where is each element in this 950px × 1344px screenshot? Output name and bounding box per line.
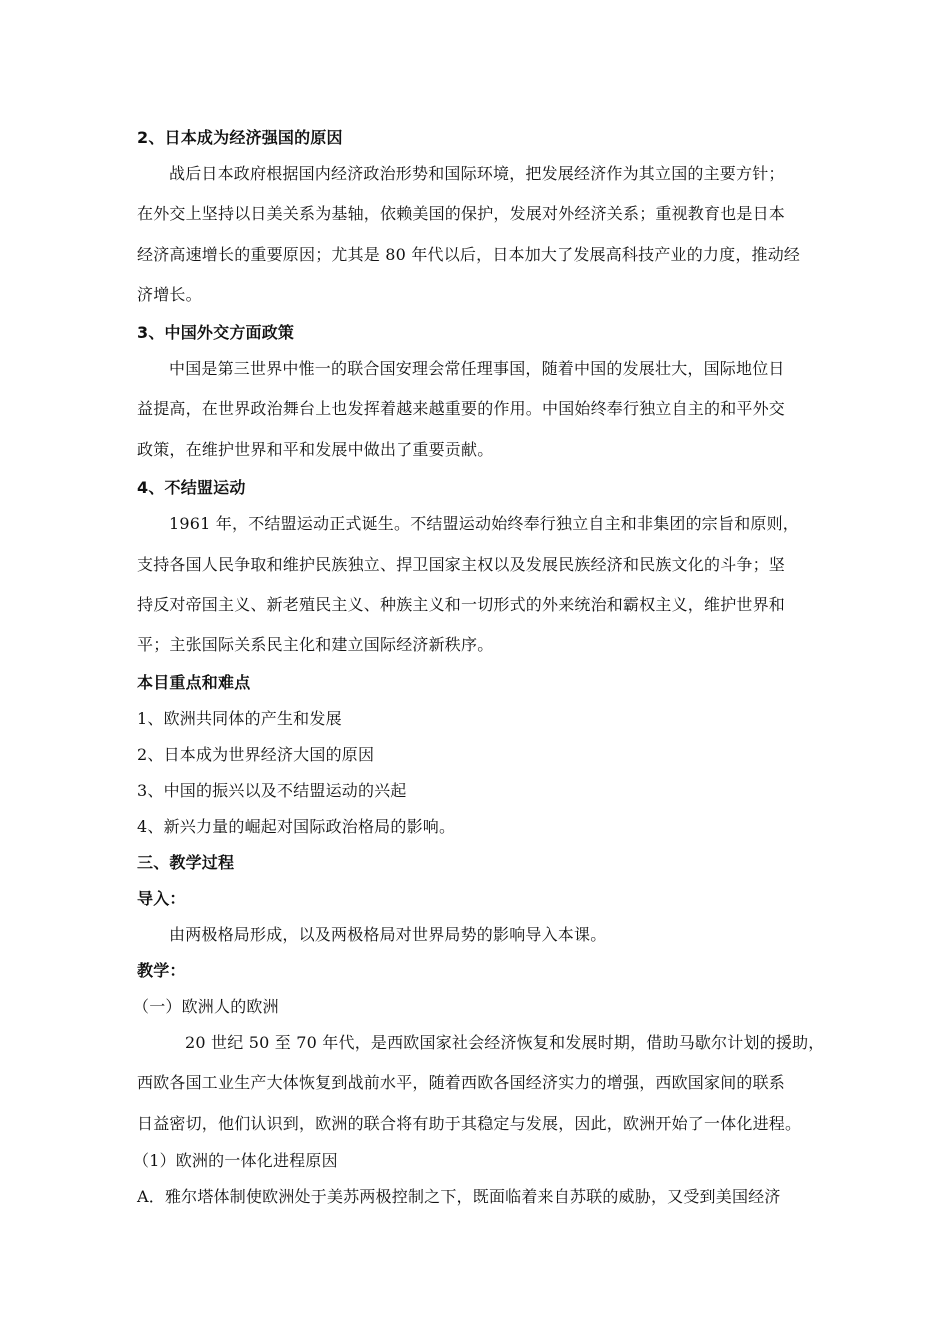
paragraph-line: 20 世纪 50 至 70 年代，是西欧国家社会经济恢复和发展时期，借助马歇尔计划的援助， [185,1033,825,1052]
paragraph-line: 中国是第三世界中惟一的联合国安理会常任理事国，随着中国的发展壮大，国际地位日 [169,359,785,378]
paragraph-line: 济增长。 [137,285,202,304]
paragraph-line: 西欧各国工业生产大体恢复到战前水平，随着西欧各国经济实力的增强，西欧国家间的联系 [137,1073,786,1092]
section-heading-nonaligned: 4、不结盟运动 [137,478,246,497]
paragraph-line: 战后日本政府根据国内经济政治形势和国际环境，把发展经济作为其立国的主要方针； [169,164,785,183]
paragraph-line: 经济高速增长的重要原因；尤其是 80 年代以后，日本加大了发展高科技产业的力度，推动经 [137,245,801,264]
teaching-process-heading: 三、教学过程 [137,853,235,872]
paragraph-line: 持反对帝国主义、新老殖民主义、种族主义和一切形式的外来统治和霸权主义，维护世界和 [137,595,786,614]
section-heading-japan: 2、日本成为经济强国的原因 [137,128,343,147]
paragraph-line: 1961 年，不结盟运动正式诞生。不结盟运动始终奉行独立自主和非集团的宗旨和原则， [169,514,800,533]
section-heading-china: 3、中国外交方面政策 [137,323,295,342]
list-item: 4、新兴力量的崛起对国际政治格局的影响。 [137,817,456,836]
paragraph-line: A．雅尔塔体制使欧洲处于美苏两极控制之下，既面临着来自苏联的威胁，又受到美国经济 [137,1187,781,1206]
list-item: 2、日本成为世界经济大国的原因 [137,745,375,764]
paragraph-line: 平；主张国际关系民主化和建立国际经济新秩序。 [137,635,494,654]
key-points-heading: 本目重点和难点 [137,673,251,692]
paragraph-line: 益提高，在世界政治舞台上也发挥着越来越重要的作用。中国始终奉行独立自主的和平外交 [137,399,786,418]
paragraph-line: 日益密切，他们认识到，欧洲的联合将有助于其稳定与发展，因此，欧洲开始了一体化进程。 [137,1114,802,1133]
subsection-heading: （一）欧洲人的欧洲 [133,997,279,1016]
intro-heading: 导入： [137,889,186,908]
teaching-heading: 教学： [137,961,186,980]
list-item: 3、中国的振兴以及不结盟运动的兴起 [137,781,407,800]
paragraph-line: 由两极格局形成，以及两极格局对世界局势的影响导入本课。 [169,925,607,944]
paragraph-line: 支持各国人民争取和维护民族独立、捍卫国家主权以及发展民族经济和民族文化的斗争；坚 [137,555,786,574]
list-item: 1、欧洲共同体的产生和发展 [137,709,342,728]
paragraph-line: 政策，在维护世界和平和发展中做出了重要贡献。 [137,440,494,459]
paragraph-line: 在外交上坚持以日美关系为基轴，依赖美国的保护，发展对外经济关系；重视教育也是日本 [137,204,786,223]
subsection-heading: （1）欧洲的一体化进程原因 [133,1151,338,1170]
